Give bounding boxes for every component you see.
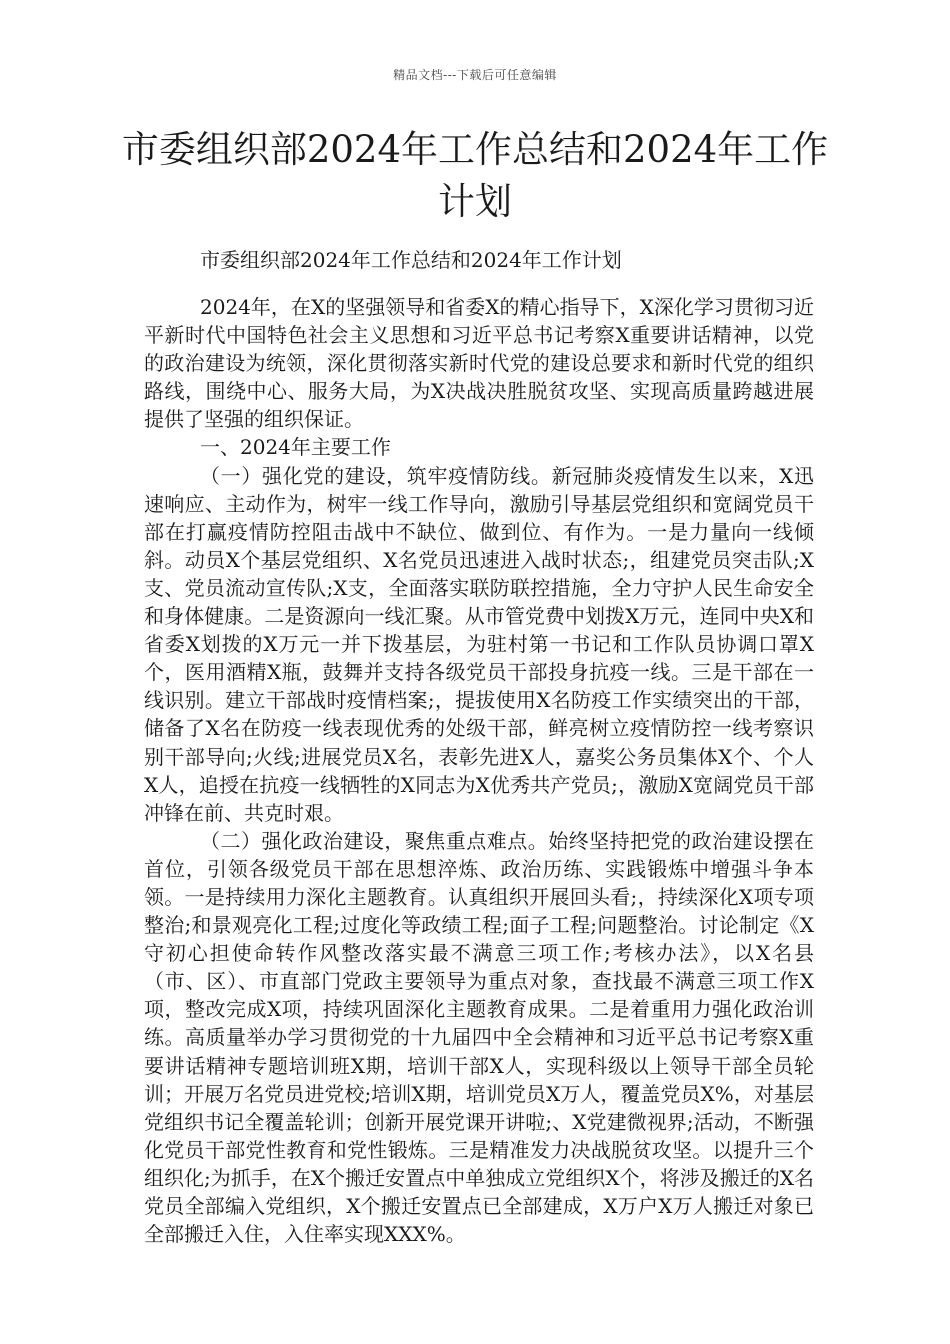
body-paragraph: （二）强化政治建设，聚焦重点难点。始终坚持把党的政治建设摆在首位，引领各级党员干部在思想淬炼、政治历练、实践锻炼中增强斗争本领。一是持续用力深化主题教育。认真组织开展回头看;，持续深化X项专项整治;和景观亮化工程;过度化等政绩工程;面子工程;问题整治。讨论制定《X守初心担使命转作风整改落实最不满意三项工作;考核办法》，以X名县（市、区）、市直部门党政主要领导为重点对象，查找最不满意三项工作X项，整改完成X项，持续巩固深化主题教育成果。二是着重用力强化政治训练。高质量举办学习贯彻党的十九届四中全会精神和习近平总书记考察X重要讲话精神专题培训班X期，培训干部X人，实现科级以上领导干部全员轮训；开展万名党员进党校;培训X期，培训党员X万人，覆盖党员X%，对基层党组织书记全覆盖轮训；创新开展党课开讲啦;、X党建微视界;活动，不断强化党员干部党性教育和党性锻炼。三是精准发力决战脱贫攻坚。以提升三个组织化;为抓手，在X个搬迁安置点中单独成立党组织X个，将涉及搬迁的X名党员全部编入党组织，X个搬迁安置点已全部建成，X万户X万人搬迁对象已全部搬迁入住，入住率实现XXX%。 (144, 828, 814, 1247)
document-title: 市委组织部2024年工作总结和2024年工作计划 (121, 128, 829, 223)
document-subtitle: 市委组织部2024年工作总结和2024年工作计划 (200, 248, 622, 272)
header-note: 精品文档---下载后可任意编辑 (393, 68, 557, 82)
body-paragraph: （一）强化党的建设，筑牢疫情防线。新冠肺炎疫情发生以来，X迅速响应、主动作为，树牢一线工作导向，激励引导基层党组织和宽阔党员干部在打赢疫情防控阻击战中不缺位、做到位、有作为。一是力量向一线倾斜。动员X个基层党组织、X名党员迅速进入战时状态;，组建党员突击队;X支、党员流动宣传队;X支，全面落实联防联控措施，全力守护人民生命安全和身体健康。二是资源向一线汇聚。从市管党费中划拨X万元，连同中央X和省委X划拨的X万元一并下拨基层，为驻村第一书记和工作队员协调口罩X个，医用酒精X瓶，鼓舞并支持各级党员干部投身抗疫一线。三是干部在一线识别。建立干部战时疫情档案;，提拔使用X名防疫工作实绩突出的干部，储备了X名在防疫一线表现优秀的处级干部，鲜亮树立疫情防控一线考察识别干部导向;火线;进展党员X名，表彰先进X人，嘉奖公务员集体X个、个人X人，追授在抗疫一线牺牲的X同志为X优秀共产党员;，激励X宽阔党员干部冲锋在前、共克时艰。 (144, 463, 814, 825)
document-body (144, 293, 814, 1248)
section-heading: 一、2024年主要工作 (200, 435, 391, 460)
intro-paragraph: 2024年，在X的坚强领导和省委X的精心指导下，X深化学习贯彻习近平新时代中国特色社会主义思想和习近平总书记考察X重要讲话精神，以党的政治建设为统领，深化贯彻落实新时代党的建设总要求和新时代党的组织路线，围绕中心、服务大局，为X决战决胜脱贫攻坚、实现高质量跨越进展提供了坚强的组织保证。 (144, 295, 814, 432)
